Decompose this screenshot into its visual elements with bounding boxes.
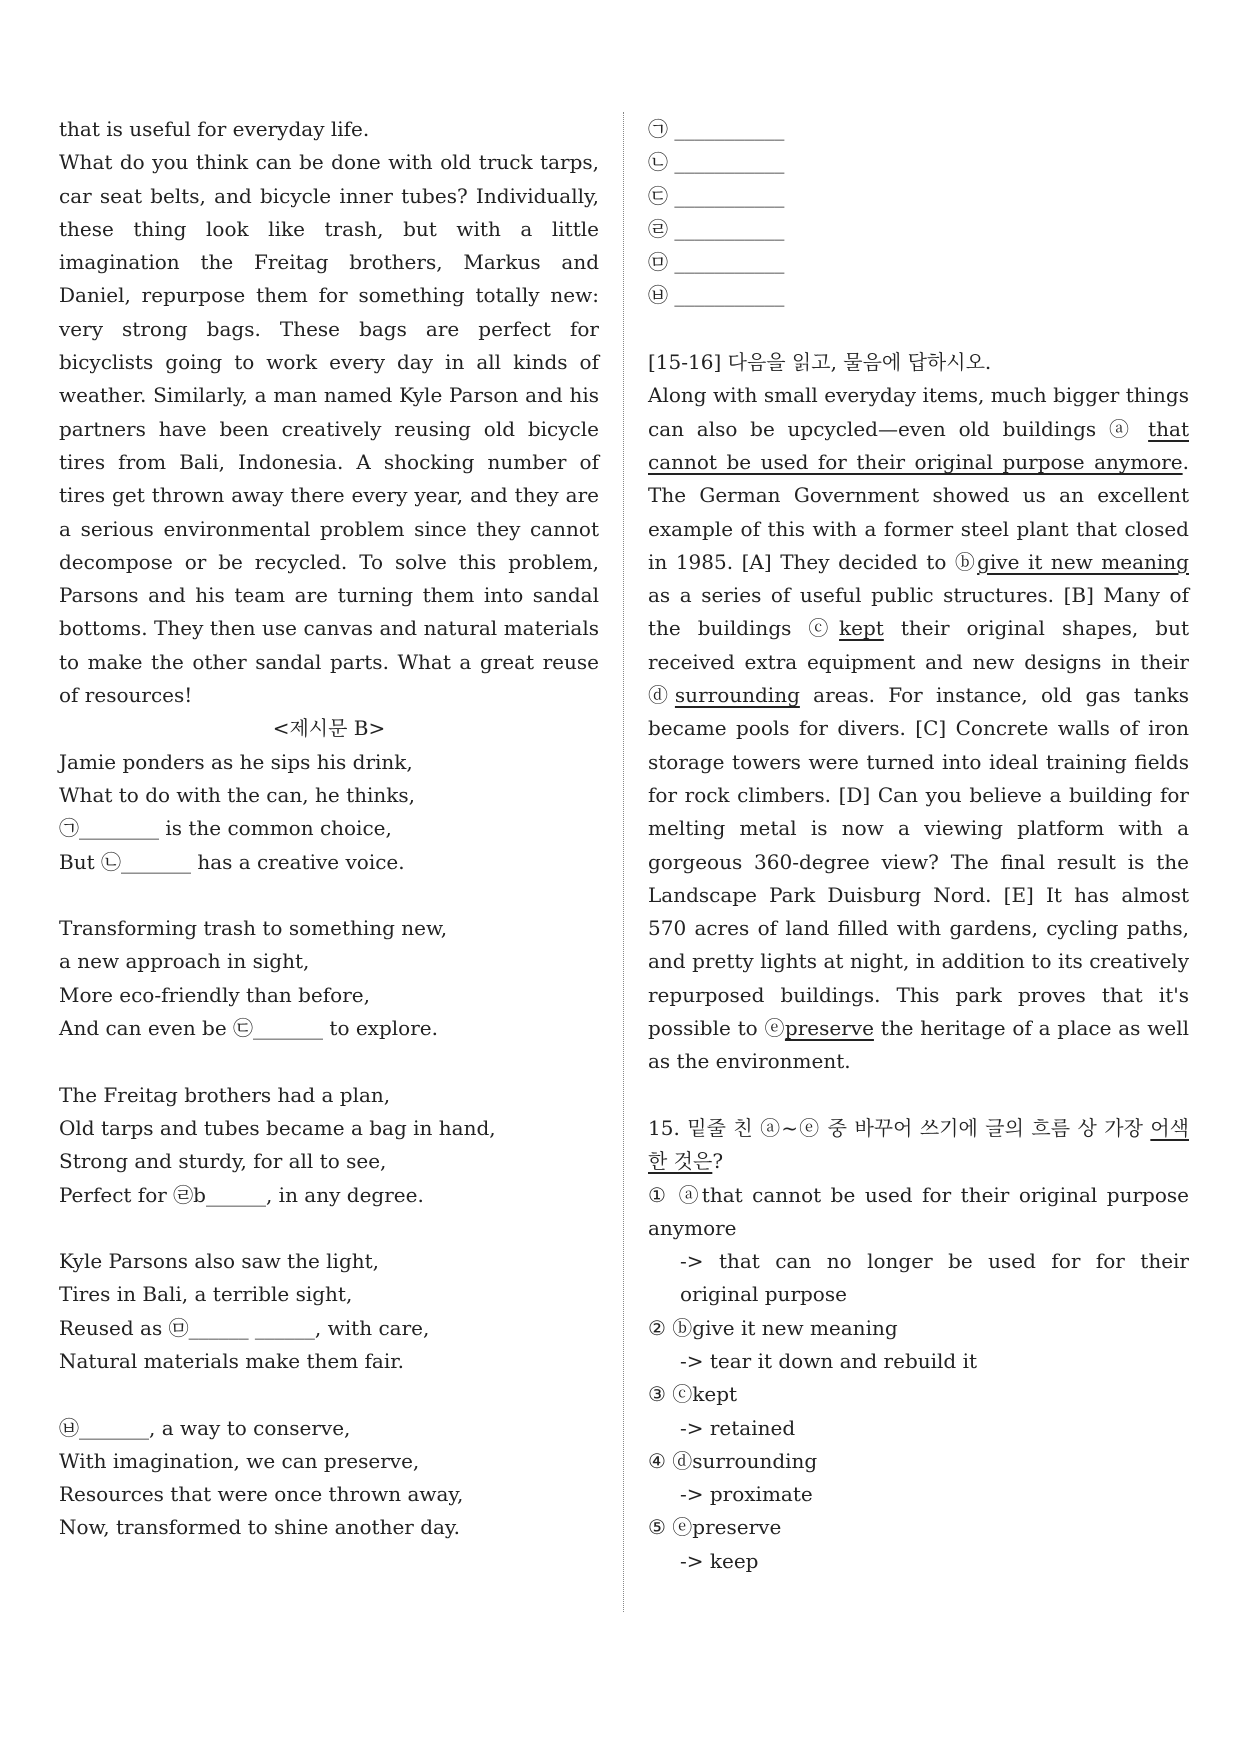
right-column bbox=[648, 113, 1189, 1578]
question-15-stem: 15. 밑줄 친 ⓐ~ⓔ 중 바꾸어 쓰기에 글의 흐름 상 가장 어색한 것은? bbox=[648, 1115, 1189, 1174]
passage-b-title: <제시문 B> bbox=[272, 716, 386, 741]
poem-line: a new approach in sight, bbox=[59, 949, 310, 974]
stanza-gap bbox=[59, 879, 599, 912]
passage-a-line-1: that is useful for everyday life. bbox=[59, 117, 370, 141]
option-2-answer: -> tear it down and rebuild it bbox=[680, 1348, 978, 1373]
poem-line: Reused as ㉤______ ______, with care, bbox=[59, 1315, 430, 1340]
poem-line: Old tarps and tubes became a bag in hand, bbox=[59, 1115, 496, 1140]
poem-line: ㉠________ is the common choice, bbox=[59, 816, 392, 841]
answer-blank-2: ㉡ ___________ bbox=[648, 150, 785, 175]
underline-c: kept bbox=[839, 616, 884, 641]
answer-blank-5: ㉤ ___________ bbox=[648, 250, 785, 275]
option-3-label[interactable]: ③ ⓒkept bbox=[648, 1382, 738, 1407]
poem-line: Jamie ponders as he sips his drink, bbox=[59, 749, 413, 774]
question-15-options bbox=[648, 1179, 1189, 1579]
poem-stanza-2 bbox=[59, 912, 599, 1045]
poem-line: What to do with the can, he thinks, bbox=[59, 782, 416, 807]
poem-line: The Freitag brothers had a plan, bbox=[59, 1082, 391, 1107]
underline-b: give it new meaning bbox=[977, 549, 1189, 574]
underline-d: surrounding bbox=[674, 683, 800, 708]
passage-a-body: What do you think can be done with old truck tarps, car seat belts, and bicycle inner tubes? Individually, these thing look like trash, but with a little imagination the Freitag brothers, Markus and Daniel, repurpose them for something totally new: very strong bags. These bags are perfect for bicyclists going to work every day in all kinds of weather. Similarly, a man named Kyle Parson and his partners have been creatively reusing old bicycle tires from Bali, Indonesia. A shocking number of tires get thrown away there every year, and they are a serious environmental problem since they cannot decompose or be recycled. To solve this problem, Parsons and his team are turning them into sandal bottoms. They then use canvas and natural materials to make the other sandal parts. What a great reuse of resources! bbox=[59, 150, 599, 708]
underline-e: preserve bbox=[784, 1016, 874, 1041]
poem-line: With imagination, we can preserve, bbox=[59, 1448, 420, 1473]
option-4-answer: -> proximate bbox=[680, 1482, 813, 1507]
column-divider bbox=[623, 112, 624, 1612]
poem-stanza-1 bbox=[59, 746, 599, 879]
underline-a: that cannot be used for their original purpose anymore bbox=[648, 416, 1189, 474]
answer-blanks bbox=[648, 113, 1189, 313]
poem-line: More eco-friendly than before, bbox=[59, 982, 370, 1007]
answer-blank-1: ㉠ ___________ bbox=[648, 117, 785, 141]
option-4-label[interactable]: ④ ⓓsurrounding bbox=[648, 1448, 818, 1473]
poem-line: ㉥_______, a way to conserve, bbox=[59, 1415, 351, 1440]
left-column bbox=[59, 113, 599, 1545]
question-instruction: [15-16] 다음을 읽고, 물음에 답하시오. bbox=[648, 350, 992, 375]
poem-line: Transforming trash to something new, bbox=[59, 916, 448, 941]
question-stem-underline: 어색한 것은 bbox=[648, 1115, 1189, 1174]
poem-line: Now, transformed to shine another day. bbox=[59, 1515, 460, 1540]
poem-stanza-5 bbox=[59, 1412, 599, 1545]
option-1-answer: -> that can no longer be used for for their original purpose bbox=[680, 1249, 1189, 1307]
option-3-answer: -> retained bbox=[680, 1415, 796, 1440]
answer-blank-6: ㉥ ___________ bbox=[648, 283, 785, 308]
poem-line: Resources that were once thrown away, bbox=[59, 1482, 464, 1507]
section-gap bbox=[648, 1079, 1189, 1112]
poem-line: But ㉡_______ has a creative voice. bbox=[59, 849, 405, 874]
poem-line: Natural materials make them fair. bbox=[59, 1348, 404, 1373]
poem-line: And can even be ㉢_______ to explore. bbox=[59, 1016, 438, 1041]
stanza-gap bbox=[59, 1212, 599, 1245]
answer-blank-4: ㉣ ___________ bbox=[648, 216, 785, 241]
poem-line: Perfect for ㉣b______, in any degree. bbox=[59, 1182, 424, 1207]
poem-line: Kyle Parsons also saw the light, bbox=[59, 1249, 380, 1274]
option-5-answer: -> keep bbox=[680, 1548, 759, 1573]
poem-line: Tires in Bali, a terrible sight, bbox=[59, 1282, 353, 1307]
stanza-gap bbox=[59, 1045, 599, 1078]
option-1-label[interactable]: ① ⓐthat cannot be used for their original purpose anymore bbox=[648, 1182, 1189, 1240]
poem-stanza-4 bbox=[59, 1245, 599, 1378]
section-gap bbox=[648, 313, 1189, 346]
answer-blank-3: ㉢ ___________ bbox=[648, 183, 785, 208]
option-2-label[interactable]: ② ⓑgive it new meaning bbox=[648, 1315, 898, 1340]
poem-line: Strong and sturdy, for all to see, bbox=[59, 1149, 387, 1174]
poem-stanza-3 bbox=[59, 1079, 599, 1212]
reading-passage: Along with small everyday items, much bigger things can also be upcycled—even old buildings ⓐ that cannot be used for their original purpose anymore. The German Government showed us an excellent example of this with a former steel plant that closed in 1985. [A] They decided to ⓑgive it new meaning as a series of useful public structures. [B] Many of the buildings ⓒkept their original shapes, but received extra equipment and new designs in their ⓓsurrounding areas. For instance, old gas tanks became pools for divers. [C] Concrete walls of iron storage towers were turned into ideal training fields for rock climbers. [D] Can you believe a building for melting metal is now a viewing platform with a gorgeous 360-degree view? The final result is the Landscape Park Duisburg Nord. [E] It has almost 570 acres of land filled with gardens, cycling paths, and pretty lights at night, in addition to its creatively repurposed buildings. This park proves that it's possible to ⓔpreserve the heritage of a place as well as the environment. bbox=[648, 383, 1189, 1074]
option-5-label[interactable]: ⑤ ⓔpreserve bbox=[648, 1515, 782, 1540]
stanza-gap bbox=[59, 1378, 599, 1411]
